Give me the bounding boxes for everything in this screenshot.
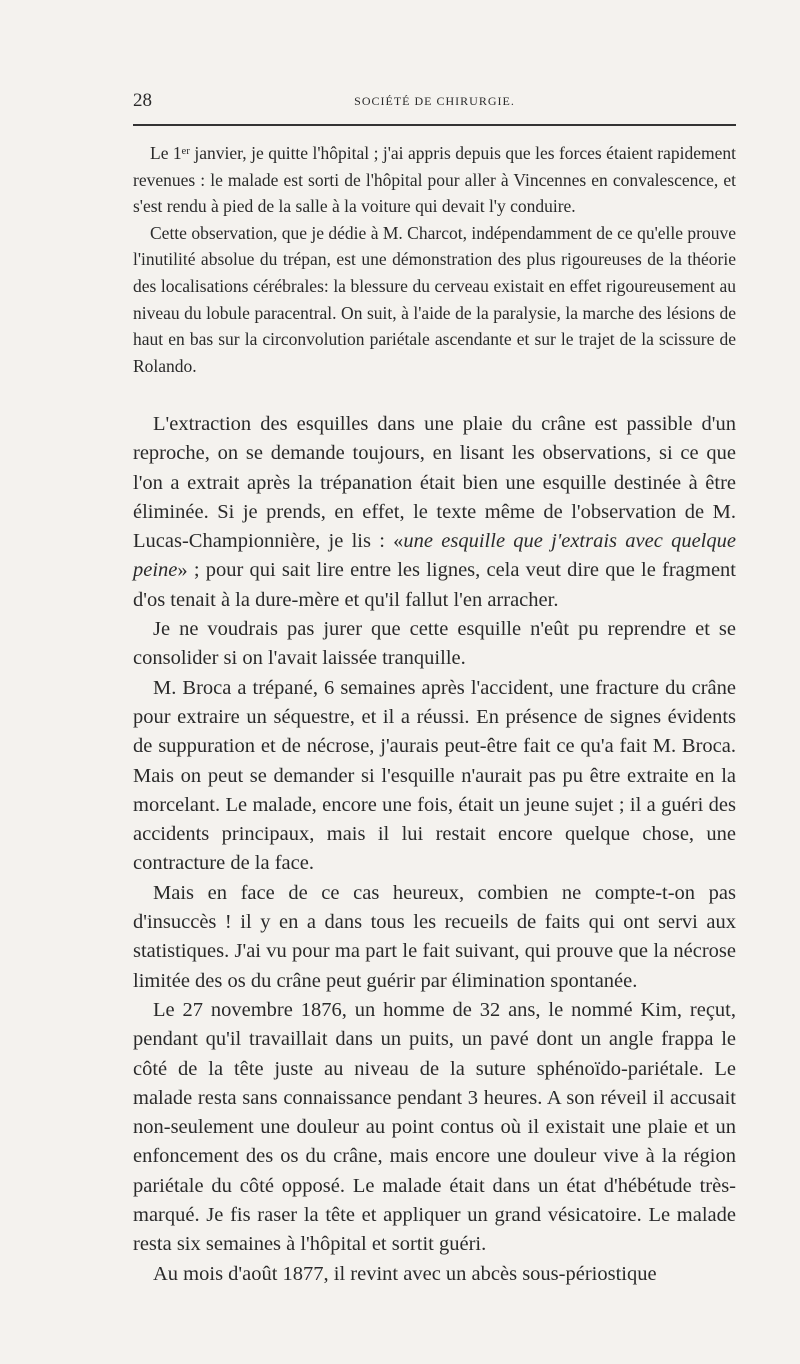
paragraph: M. Broca a trépané, 6 semaines après l'accident, une fracture du crâne pour extraire un séquestre, et il a réussi. En présence de signes évidents de suppuration et de nécrose, j'aurais peut-être fait ce qu'a fait M. Broca. Mais on peut se demander si l'esquille n'aurait pas pu être extraite en la morcelant. Le malade, encore une fois, était un jeune sujet ; il a guéri des accidents principaux, mais il lui restait encore quelque chose, une contracture de la face. <box>133 676 736 875</box>
paragraph: Mais en face de ce cas heureux, combien ne compte-t-on pas d'insuccès ! il y en a dans tous les recueils de faits qui ont servi aux statistiques. J'ai vu pour ma part le fait suivant, qui prouve que la nécrose limitée des os du crâne peut guérir par élimination spontanée. <box>133 881 736 992</box>
paragraph <box>133 410 736 615</box>
main-body-section <box>133 410 736 1289</box>
page-number: 28 <box>133 90 152 111</box>
paragraph: Le 27 novembre 1876, un homme de 32 ans, le nommé Kim, reçut, pendant qu'il travaillait dans un puits, un pavé dont un angle frappa le côté de la tête juste au niveau de la suture sphénoïdo-pariétale. Le malade resta sans connaissance pendant 3 heures. A son réveil il accusait non-seulement une douleur au point contus où il existait une plaie et un enfoncement des os du crâne, mais encore une douleur vive à la région pariétale du côté opposé. Le malade était dans un état d'hébétude très-marqué. Je fis raser la tête et appliquer un grand vésicatoire. Le malade resta six semaines à l'hôpital et sortit guéri. <box>133 998 736 1256</box>
paragraph: Cette observation, que je dédie à M. Charcot, indépendamment de ce qu'elle prouve l'inutilité absolue du trépan, est une démonstration des plus rigoureuses de la théorie des localisations cérébrales: la blessure du cerveau existait en effet rigoureusement au niveau du lobule paracentral. On suit, à l'aide de la paralysie, la marche des lésions de haut en bas sur la circonvolution pariétale ascendante et sur le trajet de la scissure de Rolando. <box>133 222 736 376</box>
document-page <box>133 0 736 1364</box>
header-rule <box>133 124 736 126</box>
italic-quote: une esquille que j'extrais avec quelque peine <box>133 530 736 582</box>
paragraph-text: » ; pour qui sait lire entre les lignes, cela veut dire que le fragment d'os tenait à la dure-mère et qu'il fallut l'en arracher. <box>133 559 736 611</box>
paragraph: Je ne voudrais pas jurer que cette esquille n'eût pu reprendre et se consolider si on l'avait laissée tranquille. <box>133 618 736 670</box>
paragraph: Le 1ᵉʳ janvier, je quitte l'hôpital ; j'ai appris depuis que les forces étaient rapidement revenues : le malade est sorti de l'hôpital pour aller à Vincennes en convalescence, et s'est rendu à pied de la salle à la voiture qui devait l'y conduire. <box>133 143 736 217</box>
page-header <box>133 90 736 114</box>
paragraph-text: L'extraction des esquilles dans une plaie du crâne est passible d'un reproche, on se demande toujours, en lisant les observations, si ce que l'on a extrait après la trépanation était bien une esquille destinée à être éliminée. Si je prends, en effet, le texte même de l'observation de M. Lucas-Championnière, je lis : « <box>133 413 736 553</box>
case-conclusion-section <box>133 140 736 379</box>
running-title: SOCIÉTÉ DE CHIRURGIE. <box>354 94 515 108</box>
paragraph: Au mois d'août 1877, il revint avec un abcès sous-périostique <box>153 1262 657 1285</box>
